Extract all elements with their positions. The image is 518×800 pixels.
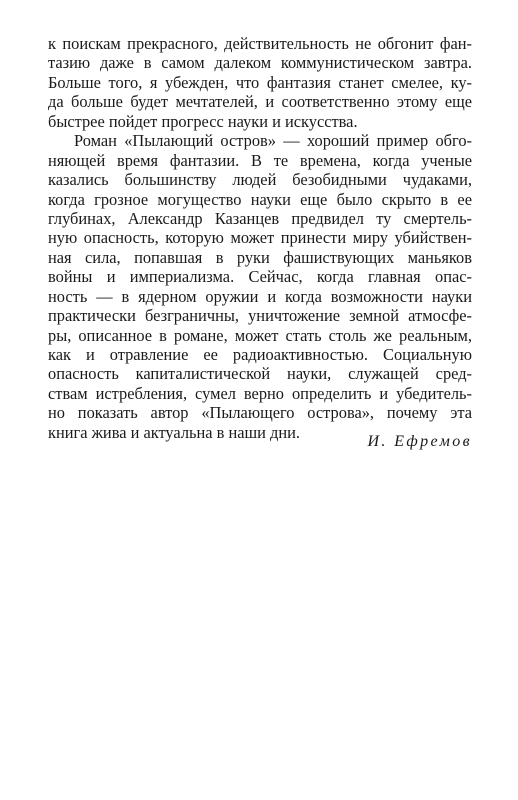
paragraph-1: [48, 34, 472, 131]
text-line: как и отравление ее радиоактивностью. Социальную: [48, 345, 472, 364]
author-signature: И. Ефремов: [367, 433, 472, 450]
text-line: ствам истребления, сумел верно определить и убедитель-: [48, 383, 472, 403]
text-line: войны и империализма. Сейчас, когда главная опас-: [48, 267, 472, 287]
text-line: Роман «Пылающий остров» — хороший пример обго-: [74, 131, 472, 151]
text-line: опасность капиталистической науки, служащей сред-: [48, 364, 472, 384]
text-line: казались большинству людей безобидными чудаками,: [48, 170, 472, 190]
text-line: но показать автор «Пылающего острова», почему эта: [48, 403, 472, 423]
text-line: к поискам прекрасного, действительность не обгонит фан-: [48, 34, 472, 53]
article-text: [48, 34, 472, 442]
text-line: ры, описанное в романе, может стать столь же реальным,: [48, 325, 472, 345]
text-line: книга жива и актуальна в наши дни.: [48, 422, 300, 442]
text-line: когда грозное могущество науки еще было скрыто в ее: [48, 189, 472, 209]
text-line: ность — в ядерном оружии и когда возможности науки: [48, 286, 472, 306]
text-line: практически безграничны, уничтожение земной атмосфе-: [48, 306, 472, 326]
text-line: ная сила, попавшая в руки фашиствующих маньяков: [48, 247, 472, 267]
text-line: няющей время фантазии. В те времена, когда ученые: [48, 150, 472, 170]
text-line: да больше будет мечтателей, и соответственно этому еще: [48, 92, 472, 112]
text-line: тазию даже в самом далеком коммунистическом завтра.: [48, 53, 472, 73]
text-line: ную опасность, которую может принести миру убийствен-: [48, 228, 472, 248]
paragraph-2: [48, 131, 472, 442]
text-line: быстрее пойдет прогресс науки и искусства.: [48, 111, 358, 131]
text-line: Больше того, я убежден, что фантазия станет смелее, ку-: [48, 72, 472, 92]
text-line: глубинах, Александр Казанцев предвидел ту смертель-: [48, 208, 472, 228]
